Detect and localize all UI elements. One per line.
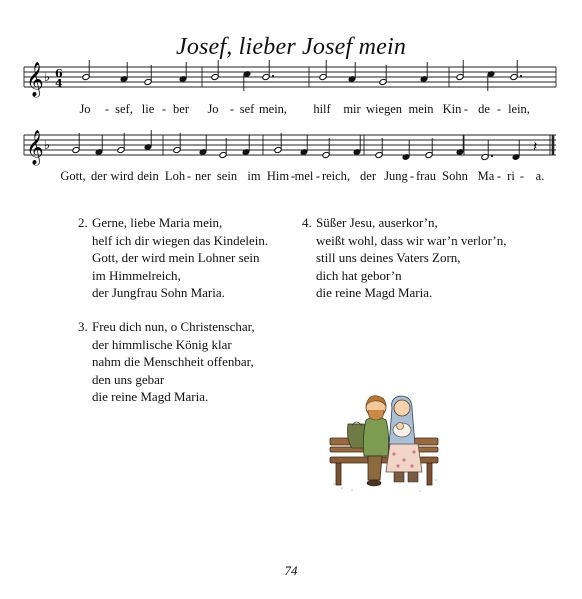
lyric-hyphen: - (104, 102, 110, 116)
note-dot (520, 75, 522, 77)
verse-line: im Himmelreich, (92, 267, 181, 283)
flat-icon: ♭ (44, 138, 51, 153)
verse-line: weißt wohl, dass wir war’n verlor’n, (316, 232, 507, 248)
music-staff-1 (0, 60, 582, 100)
time-sig-bottom: 4 (55, 77, 63, 90)
lyric-syllable: mein, (258, 102, 288, 116)
verse-4 (302, 214, 507, 302)
lyric-syllable: Gott, (60, 169, 86, 183)
verse-line: die reine Magd Maria. (92, 389, 209, 405)
lyric-hyphen: - (315, 169, 321, 183)
verse-line: helf ich dir wiegen das Kindelein. (92, 232, 269, 248)
verse-line: Süßer Jesu, auserkor’n, (316, 215, 438, 230)
lyric-syllable: a. (535, 169, 545, 183)
verse-line: still uns deines Vaters Zorn, (316, 250, 461, 266)
lyric-syllable: der (91, 169, 107, 183)
lyric-hyphen: - (409, 169, 415, 183)
lyric-syllable: Ma (477, 169, 495, 183)
flat-icon: ♭ (44, 70, 51, 85)
lyric-syllable: frau (415, 169, 437, 183)
verse-line: die reine Magd Maria. (316, 285, 433, 301)
lyric-syllable: Jo (207, 102, 219, 116)
lyric-syllable: sein (216, 169, 238, 183)
lyric-hyphen: - (186, 169, 192, 183)
holy-family-illustration (328, 388, 440, 494)
song-title: Josef, lieber Josef mein (175, 34, 407, 60)
lyric-syllable: Kin (442, 102, 462, 116)
lyric-syllable: lie (141, 102, 155, 116)
lyric-hyphen: - (229, 102, 235, 116)
lyric-hyphen: - (161, 102, 167, 116)
lyric-syllable: ber (173, 102, 189, 116)
lyric-syllable: Loh (164, 169, 186, 183)
verse-line: Freu dich nun, o Christenschar, (92, 319, 255, 334)
music-staff-2 (0, 128, 582, 168)
note-dot (272, 75, 274, 77)
lyric-syllable: lein, (508, 102, 530, 116)
lyric-syllable: Jo (79, 102, 91, 116)
lyric-hyphen: - (496, 102, 502, 116)
lyric-syllable: sef (239, 102, 255, 116)
lyric-syllable: ner (195, 169, 211, 183)
lyric-syllable: der (360, 169, 376, 183)
lyric-syllable: Him (266, 169, 290, 183)
treble-clef-icon: 𝄞 (26, 62, 44, 97)
verse-line: dich hat gebor’n (316, 267, 402, 283)
time-sig-top: 6 (55, 67, 63, 80)
page-number: 74 (284, 563, 298, 578)
lyric-syllable: dein (137, 169, 159, 183)
lyric-syllable: mir (343, 102, 361, 116)
treble-clef-icon: 𝄞 (26, 130, 44, 165)
verse-line: der Jungfrau Sohn Maria. (92, 285, 225, 301)
lyric-syllable: mel (294, 169, 314, 183)
lyric-syllable: hilf (313, 102, 331, 116)
lyric-syllable: sef, (115, 102, 133, 116)
lyric-syllable: de (478, 102, 490, 116)
verse-2 (78, 214, 269, 302)
staff-1-notes (82, 60, 522, 91)
verse-number: 3. (78, 319, 88, 334)
quarter-rest-icon: 𝄽 (533, 139, 538, 155)
lyric-syllable: Sohn (442, 169, 468, 183)
lyric-hyphen: - (519, 169, 525, 183)
verse-line: den uns gebar (92, 371, 165, 387)
lyric-syllable: Jung (384, 169, 408, 183)
verse-number: 4. (302, 215, 312, 230)
verse-line: nahm die Menschheit offenbar, (92, 354, 254, 370)
lyric-syllable: ri (507, 169, 515, 183)
lyric-hyphen: - (463, 102, 469, 116)
lyric-syllable: wiegen (365, 102, 403, 116)
lyric-hyphen: - (496, 169, 502, 183)
lyric-syllable: mein (408, 102, 434, 116)
note-dot (491, 155, 493, 157)
lyric-syllable: wird (110, 169, 134, 183)
lyric-hyphen: - (290, 169, 296, 183)
verse-line: Gott, der wird mein Lohner sein (92, 250, 260, 266)
verse-3 (78, 318, 255, 406)
verse-line: Gerne, liebe Maria mein, (92, 215, 223, 230)
verse-line: der himmlische König klar (92, 336, 232, 352)
lyric-syllable: reich, (321, 169, 351, 183)
verse-number: 2. (78, 215, 88, 230)
lyric-syllable: im (247, 169, 261, 183)
